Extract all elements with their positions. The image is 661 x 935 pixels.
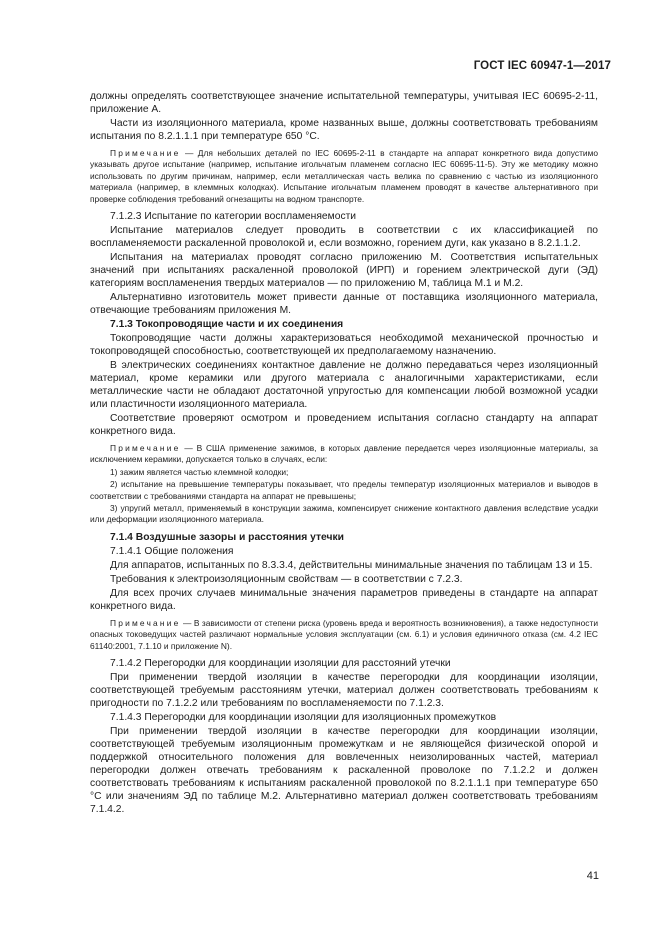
subsection-title: 7.1.4.1 Общие положения [110,545,234,557]
note [90,148,598,205]
paragraph: Испытание материалов следует проводить в соответствии с их классификацией по воспламеняемости раскаленной проволокой и, если возможно, горением дуги, как указано в 8.2.1.1.2. [90,225,598,250]
paragraph: Для аппаратов, испытанных по 8.3.3.4, действительны минимальные значения по таблицам 13 и 15. [110,559,593,571]
paragraph: Токопроводящие части должны характеризоваться необходимой механической прочностью и токопроводящей способностью, соответствующей их предполагаемому назначению. [90,333,598,358]
subsection-title: 7.1.4.2 Перегородки для координации изоляции для расстояний утечки [110,658,451,670]
paragraph: Альтернативно изготовитель может привести данные от поставщика изоляционного материала, отвечающие требованиям приложения М. [90,292,598,317]
paragraph: Части из изоляционного материала, кроме названных выше, должны соответствовать требованиям испытания по 8.2.1.1.1 при температуре 650 °С. [90,118,598,142]
paragraph: В электрических соединениях контактное давление не должно передаваться через изоляционный материал, кроме керамики или другого материала с аналогичными характеристиками, если металлические части не обладают достаточной упругостью для компенсации любой возможной усадки или пластичности изоляционного материала. [90,360,598,411]
note-label: Примечание [110,148,181,158]
note-list-item: 1) зажим является частью клеммной колодки; [110,466,289,477]
document-header: ГОСТ IEC 60947-1—2017 [473,60,611,72]
paragraph: При применении твердой изоляции в качестве перегородки для координации изоляции, соответствующей требуемым изоляционным промежуткам и не являющейся физической опорой и поддержкой относительного положения для вовлеченных неизолированных частей, материал перегородки должен отвечать требованиям к раскаленной проволоке по 7.1.2.2 и должен соответствовать требованиям к испытаниям раскаленной проволокой по 8.2.1.1.1 при температуре 650 °С или значениям ЭД по таблице М.2. Альтернативно материал должен соответствовать требованиям 7.1.4.2. [90,726,598,816]
note [90,618,598,652]
note-text: — В зависимости от степени риска (уровень вреда и вероятность возникновения), а также недоступности опасных токоведущих частей различают нормальные условия эксплуатации (см. 6.1) и условия единичного отказа (см. 4.2 IEC 61140:2001, 7.1.10 и приложение N). [90,617,598,651]
note-label: Примечание [110,443,181,454]
section-heading: 7.1.3 Токопроводящие части и их соединения [110,319,344,331]
paragraph: Требования к электроизоляционным свойствам — в соответствии с 7.2.3. [110,573,463,585]
page-body [90,90,598,817]
note-text: — В США применение зажимов, в которых давление передается через изоляционные материалы, за исключением керамики, допускается только в случаях, если: [90,443,599,465]
note-text: — Для небольших деталей по IEC 60695-2-11 в стандарте на аппарат конкретного вида допустимо указывать другое испытание (например, испытание игольчатым пламенем согласно IEC 60695-11-5). Эту же методику можно использовать по другим причинам, например, если металлическая часть велика по сравнению с частью из изоляционного материала (например, в клеммных колодках). Испытание игольчатым пламенем проводят в качестве альтернативного при проверке соблюдения требований огнезащиты на водном транспорте. [90,148,599,204]
paragraph: Соответствие проверяют осмотром и проведением испытания согласно стандарту на аппарат конкретного вида. [90,413,598,438]
paragraph: Испытания на материалах проводят согласно приложению М. Соответствия испытательных значений при испытаниях раскаленной проволокой (ИРП) и горением электрической дуги (ЭД) категориям воспламенения твердых материалов — по приложению М, таблица М.1 и М.2. [90,252,598,290]
paragraph: При применении твердой изоляции в качестве перегородки для координации изоляции, соответствующей требуемым расстояниям утечки, материал должен соответствовать требованиям к пригодности по 7.1.2.2 или требованиям по воспламеняемости по 7.1.2.3. [90,672,598,710]
paragraph: должны определять соответствующее значение испытательной температуры, учитывая IEC 60695-2-11, приложение А. [90,91,598,115]
subsection-title: 7.1.4.3 Перегородки для координации изоляции для изоляционных промежутков [110,712,497,724]
paragraph: Для всех прочих случаев минимальные значения параметров приведены в стандарте на аппарат конкретного вида. [90,587,598,612]
subsection-title: 7.1.2.3 Испытание по категории воспламеняемости [110,211,357,223]
section-heading: 7.1.4 Воздушные зазоры и расстояния утечки [110,531,344,543]
note [90,443,598,466]
note-list-item: 3) упругий металл, применяемый в конструкции зажима, компенсирует снижение контактного давления вследствие усадки или деформации изоляционного материала. [90,503,598,525]
page-number: 41 [586,870,599,882]
note-list-item: 2) испытание на превышение температуры показывает, что пределы температур изоляционных материалов и выводов в соответствии с требованиями стандарта на аппарат не превышены; [90,479,598,501]
note-label: Примечание [110,617,181,628]
